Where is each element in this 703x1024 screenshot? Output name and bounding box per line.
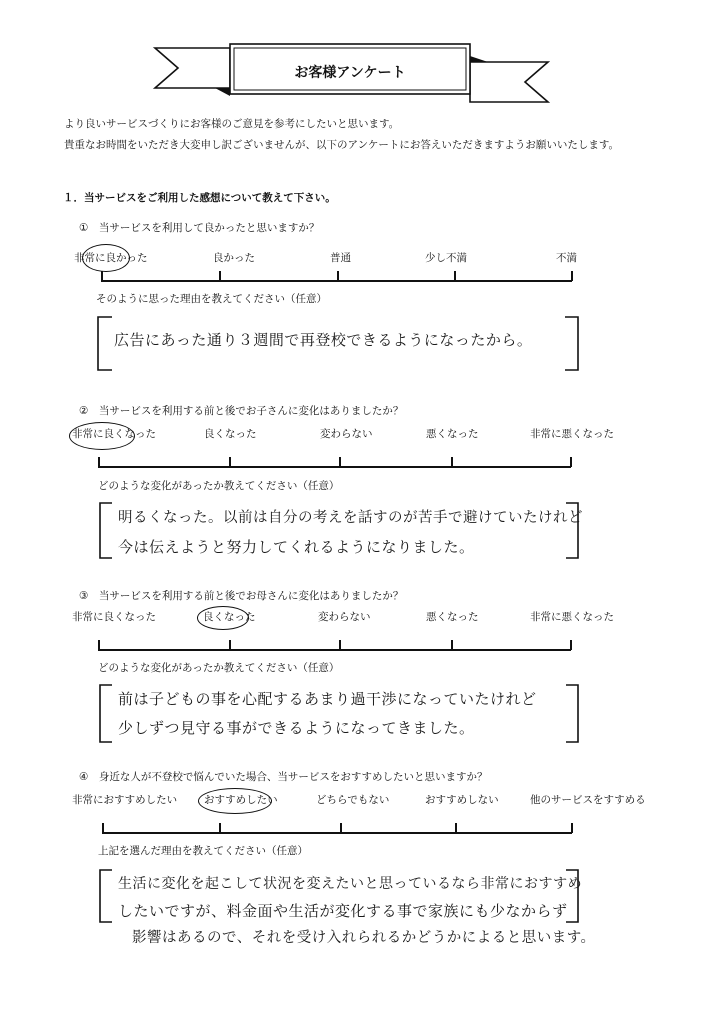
q1-option-1[interactable]: 非常に良かった xyxy=(74,252,148,264)
q1-question: ① 当サービスを利用して良かったと思いますか？ xyxy=(79,222,320,234)
q4-reason-label: 上記を選んだ理由を教えてください（任意） xyxy=(98,845,308,857)
q2-option-5[interactable]: 非常に悪くなった xyxy=(530,428,614,440)
q3-answer-line-1[interactable]: 前は子どもの事を心配するあまり過干渉になっていたけれど xyxy=(118,690,537,708)
intro-line-2: 貴重なお時間をいただき大変申し訳ございませんが、以下のアンケートにお答えいただきますようお願いいたします。 xyxy=(64,139,620,151)
intro-line-1: より良いサービスづくりにお客様のご意見を参考にしたいと思います。 xyxy=(64,118,400,130)
q4-answer-line-2[interactable]: したいですが、料金面や生活が変化する事で家族にも少なからず xyxy=(118,902,568,920)
q1-option-2[interactable]: 良かった xyxy=(213,252,255,264)
q2-option-2[interactable]: 良くなった xyxy=(204,428,257,440)
q1-answer-line-1[interactable]: 広告にあった通り３週間で再登校できるようになったから。 xyxy=(114,331,533,349)
q3-option-3[interactable]: 変わらない xyxy=(318,611,371,623)
section-heading: １．当サービスをご利用した感想について教えて下さい。 xyxy=(63,192,336,204)
q3-answer-line-2[interactable]: 少しずつ見守る事ができるようになってきました。 xyxy=(118,719,475,737)
q3-option-4[interactable]: 悪くなった xyxy=(426,611,479,623)
q1-option-4[interactable]: 少し不満 xyxy=(425,252,467,264)
q2-option-3[interactable]: 変わらない xyxy=(320,428,373,440)
q1-reason-label: そのように思った理由を教えてください（任意） xyxy=(96,293,327,305)
q4-option-4[interactable]: おすすめしない xyxy=(425,794,499,806)
q4-option-2[interactable]: おすすめしたい xyxy=(204,794,278,806)
q2-option-4[interactable]: 悪くなった xyxy=(426,428,479,440)
q4-option-1[interactable]: 非常におすすめしたい xyxy=(72,794,178,806)
q1-option-3[interactable]: 普通 xyxy=(330,252,351,264)
q3-option-2[interactable]: 良くなった xyxy=(203,611,256,623)
q1-option-5[interactable]: 不満 xyxy=(556,252,577,264)
q3-option-5[interactable]: 非常に悪くなった xyxy=(530,611,614,623)
q2-reason-label: どのような変化があったか教えてください（任意） xyxy=(98,480,340,492)
q4-answer-line-3[interactable]: 影響はあるので、それを受け入れられるかどうかによると思います。 xyxy=(132,930,596,946)
q3-option-1[interactable]: 非常に良くなった xyxy=(72,611,156,623)
q2-answer-line-1[interactable]: 明るくなった。以前は自分の考えを話すのが苦手で避けていたけれど xyxy=(118,510,583,526)
q4-answer-line-1[interactable]: 生活に変化を起こして状況を変えたいと思っているなら非常におすすめ xyxy=(118,876,583,892)
q2-answer-line-2[interactable]: 今は伝えようと努力してくれるようになりました。 xyxy=(118,538,475,556)
q4-option-5[interactable]: 他のサービスをすすめる xyxy=(530,794,646,806)
q3-question: ③ 当サービスを利用する前と後でお母さんに変化はありましたか？ xyxy=(79,590,404,602)
q4-option-3[interactable]: どちらでもない xyxy=(316,794,390,806)
q3-reason-label: どのような変化があったか教えてください（任意） xyxy=(98,662,340,674)
q2-question: ② 当サービスを利用する前と後でお子さんに変化はありましたか？ xyxy=(79,405,404,417)
q2-option-1[interactable]: 非常に良くなった xyxy=(72,428,156,440)
q4-question: ④ 身近な人が不登校で悩んでいた場合、当サービスをおすすめしたいと思いますか？ xyxy=(79,771,488,783)
page-title: お客様アンケート xyxy=(294,65,406,81)
